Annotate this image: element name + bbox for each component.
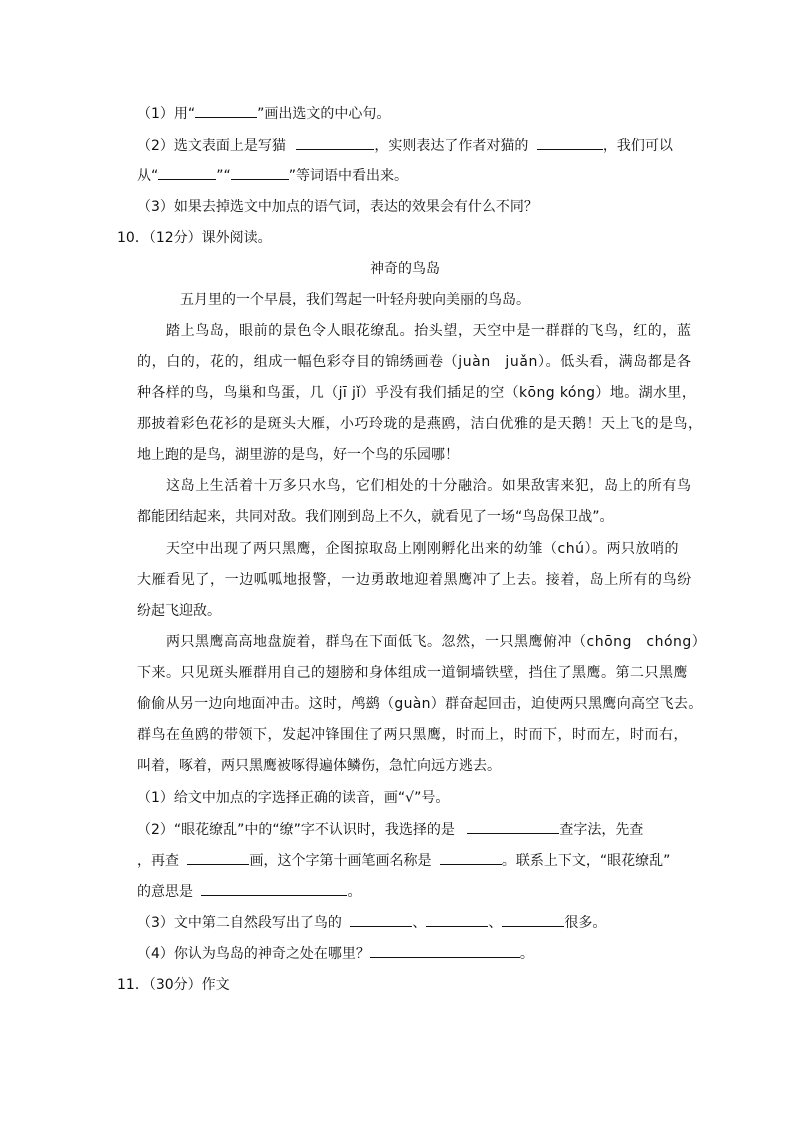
answer-blank[interactable] (502, 913, 564, 927)
q10-sub2-continued (137, 851, 670, 870)
passage-line: 大雁看见了，一边呱呱地报警，一边勇敢地迎着黑鹰冲了上去。接着，岛上所有的鸟纷 (137, 572, 692, 588)
passage-line: 种各样的鸟，鸟巢和鸟蛋，几（jī jǐ）乎没有我们插足的空（kōng kóng）地。湖水里， (137, 385, 697, 401)
answer-blank[interactable] (467, 820, 559, 834)
answer-blank[interactable] (350, 913, 412, 927)
answer-blank[interactable] (440, 851, 502, 865)
passage-line: 的，白的，花的，组成一幅色彩夺目的锦绣画卷（juàn juǎn）。低头看，满岛都是各 (137, 354, 692, 370)
answer-blank[interactable] (426, 913, 488, 927)
q10-sub4-text-b: 。 (519, 946, 534, 962)
q9-sub2 (137, 136, 673, 155)
q10-sub3-sep: 、 (412, 915, 427, 931)
passage-line: 地上跑的是鸟，湖里游的是鸟，好一个鸟的乐园哪！ (137, 447, 459, 463)
q9-sub1 (137, 104, 390, 123)
q10-sub4-text-a: （4）你认为鸟岛的神奇之处在哪里？ (137, 946, 370, 962)
passage-line: 两只黑鹰高高地盘旋着，群鸟在下面低飞。忽然，一只黑鹰俯冲（chōng chóng） (166, 634, 707, 650)
q10-sub3-text-d: 很多。 (564, 915, 607, 931)
q9-sub2-text-b: ，实则表达了作者对猫的 (374, 138, 529, 154)
answer-blank[interactable] (187, 851, 249, 865)
q10-sub2c-text-b: 。 (347, 884, 362, 900)
q10-sub4 (137, 944, 534, 963)
q10-sub2b-text-b: 画，这个字第十画笔画名称是 (249, 853, 432, 869)
answer-blank[interactable] (201, 882, 347, 896)
passage-line: 踏上鸟岛，眼前的景色令人眼花缭乱。抬头望，天空中是一群群的飞鸟，红的，蓝 (166, 323, 692, 339)
q10-sub2c-text-a: 的意思是 (137, 884, 193, 900)
q9-sub2-text-a: （2）选文表面上是写猫 (137, 138, 286, 154)
answer-blank[interactable] (158, 166, 216, 180)
passage-line: 那披着彩色花衫的是斑头大雁，小巧玲珑的是燕鸥，洁白优雅的是天鹅！天上飞的是鸟， (137, 416, 703, 432)
q9-sub2b-text-a: 从“ (137, 168, 159, 184)
answer-blank[interactable] (537, 136, 603, 150)
q10-sub2-text-b: 查字法，先查 (559, 822, 644, 838)
q10-sub2 (137, 820, 643, 839)
passage-line: 这岛上生活着十万多只水鸟，它们相处的十分融洽。如果敌害来犯，岛上的所有鸟 (166, 478, 692, 494)
q11-header: 11．（30分）作文 (117, 977, 230, 993)
passage-title: 神奇的鸟岛 (370, 261, 440, 277)
q9-sub2-text-c: ，我们可以 (602, 138, 673, 154)
q10-sub2b-text-c: 。联系上下文，“眼花缭乱” (501, 853, 671, 869)
q9-sub1-text-a: （1）用“ (137, 106, 196, 122)
passage-line: 下来。只见斑头雁群用自己的翅膀和身体组成一道铜墙铁壁，挡住了黑鹰。第二只黑鹰 (137, 665, 688, 681)
q10-sub3 (137, 913, 606, 932)
q10-sub3-text-a: （3）文中第二自然段写出了鸟的 (137, 915, 342, 931)
passage-line: 群鸟在鱼鸥的带领下，发起冲锋围住了两只黑鹰，时而上，时而下，时而左，时而右， (137, 727, 688, 743)
passage-line: 天空中出现了两只黑鹰，企图掠取岛上刚刚孵化出来的幼雏（chú）。两只放哨的 (166, 541, 679, 557)
passage-line: 都能团结起来，共同对敌。我们刚到岛上不久，就看见了一场“鸟岛保卫战”。 (137, 509, 614, 525)
q10-sub2-text-a: （2）“眼花缭乱”中的“缭”字不认识时，我选择的是 (137, 822, 455, 838)
q9-sub3: （3）如果去掉选文中加点的语气词，表达的效果会有什么不同？ (137, 199, 538, 215)
q10-header: 10．（12分）课外阅读。 (117, 230, 272, 246)
passage-line: 五月里的一个早晨，我们驾起一叶轻舟驶向美丽的鸟岛。 (180, 292, 530, 308)
answer-blank[interactable] (195, 104, 257, 118)
passage-line: 纷起飞迎敌。 (137, 603, 221, 619)
q9-sub2-continued (137, 166, 408, 185)
q9-sub2b-text-c: ”等词语中看出来。 (288, 168, 409, 184)
answer-blank[interactable] (296, 136, 374, 150)
answer-blank[interactable] (231, 166, 289, 180)
q9-sub2b-text-b: ”“ (216, 168, 231, 184)
q10-sub2b-text-a: ，再查 (137, 853, 179, 869)
passage-line: 偷偷从另一边向地面冲击。这时，鸬鹚（gu​àn）群奋起回击，迫使两只黑鹰向高空飞去。 (137, 696, 703, 712)
passage-line: 叫着，啄着，两只黑鹰被啄得遍体鳞伤，急忙向远方逃去。 (137, 758, 501, 774)
q10-sub2-meaning (137, 882, 361, 901)
q9-sub1-text-b: ”画出选文的中心句。 (257, 106, 391, 122)
q10-sub1: （1）给文中加点的字选择正确的读音，画“√”号。 (137, 790, 450, 806)
answer-blank[interactable] (370, 944, 520, 958)
q10-sub3-sep: 、 (488, 915, 503, 931)
